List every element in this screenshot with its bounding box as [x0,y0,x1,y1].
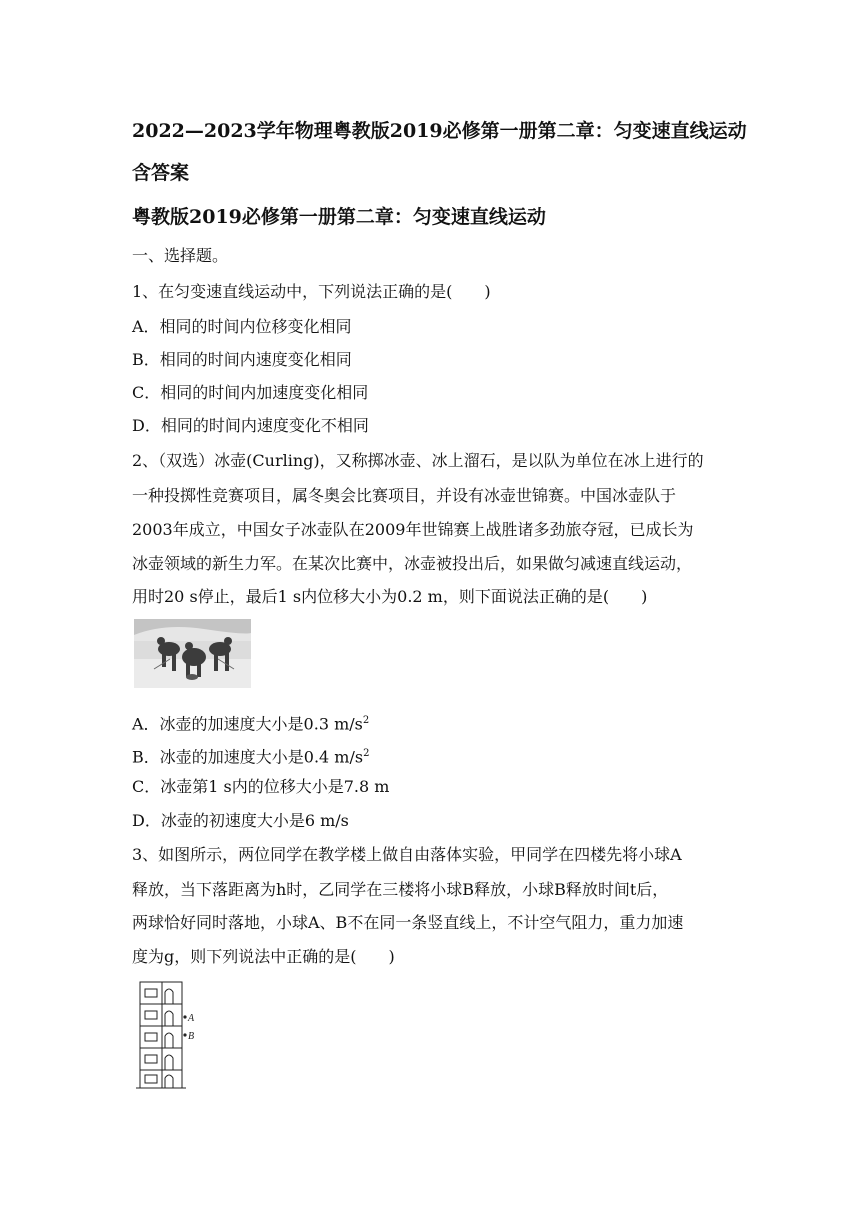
question-2-option-a: A．冰壶的加速度大小是0.3 $m/s^2$ [132,714,370,734]
document-title: 2022—2023学年物理粤教版2019必修第一册第二章：匀变速直线运动含答案 [132,120,747,184]
building-figure [132,978,202,1092]
curling-photo [134,619,251,688]
question-2-line-4: 冰壶领域的新生力军。在某次比赛中，冰壶被投出后，如果做匀减速直线运动， [132,554,693,573]
question-2-option-d: D．冰壶的初速度大小是6 m/s [132,811,349,830]
question-3-line-2: 释放，当下落距离为h时，乙同学在三楼将小球B释放，小球B释放时间t后， [132,880,669,899]
document-subtitle: 粤教版2019必修第一册第二章：匀变速直线运动 [132,206,546,228]
question-2-line-1: 2、（双选）冰壶(Curling)，又称掷冰壶、冰上溜石，是以队为单位在冰上进行的 [132,451,704,470]
question-1-option-a: A．相同的时间内位移变化相同 [132,317,352,336]
question-2-line-2: 一种投掷性竞赛项目，属冬奥会比赛项目，并设有冰壶世锦赛。中国冰壶队于 [132,486,677,505]
question-2-line-3: 2003年成立，中国女子冰壶队在2009年世锦赛上战胜诸多劲旅夺冠，已成长为 [132,520,694,539]
ball-a-label: A [188,1013,195,1024]
question-2-option-c: C．冰壶第1 s内的位移大小是7.8 m [132,777,390,796]
question-1-option-d: D．相同的时间内速度变化不相同 [132,416,369,435]
question-2-option-b: B．冰壶的加速度大小是0.4 $m/s^2$ [132,747,370,767]
question-3-line-1: 3、如图所示，两位同学在教学楼上做自由落体实验，甲同学在四楼先将小球A [132,845,682,864]
question-1-option-c: C．相同的时间内加速度变化相同 [132,383,369,402]
section-heading: 一、选择题。 [132,246,229,265]
question-1-option-b: B．相同的时间内速度变化相同 [132,350,352,369]
question-1-stem: 1、在匀变速直线运动中，下列说法正确的是( ) [132,282,491,301]
question-3-line-4: 度为g，则下列说法中正确的是( ) [132,947,395,966]
question-3-line-3: 两球恰好同时落地，小球A、B不在同一条竖直线上，不计空气阻力，重力加速 [132,913,684,932]
question-2-line-5: 用时20 s停止，最后1 s内位移大小为0.2 m，则下面说法正确的是( ) [132,587,648,606]
ball-b-label: B [188,1031,195,1042]
